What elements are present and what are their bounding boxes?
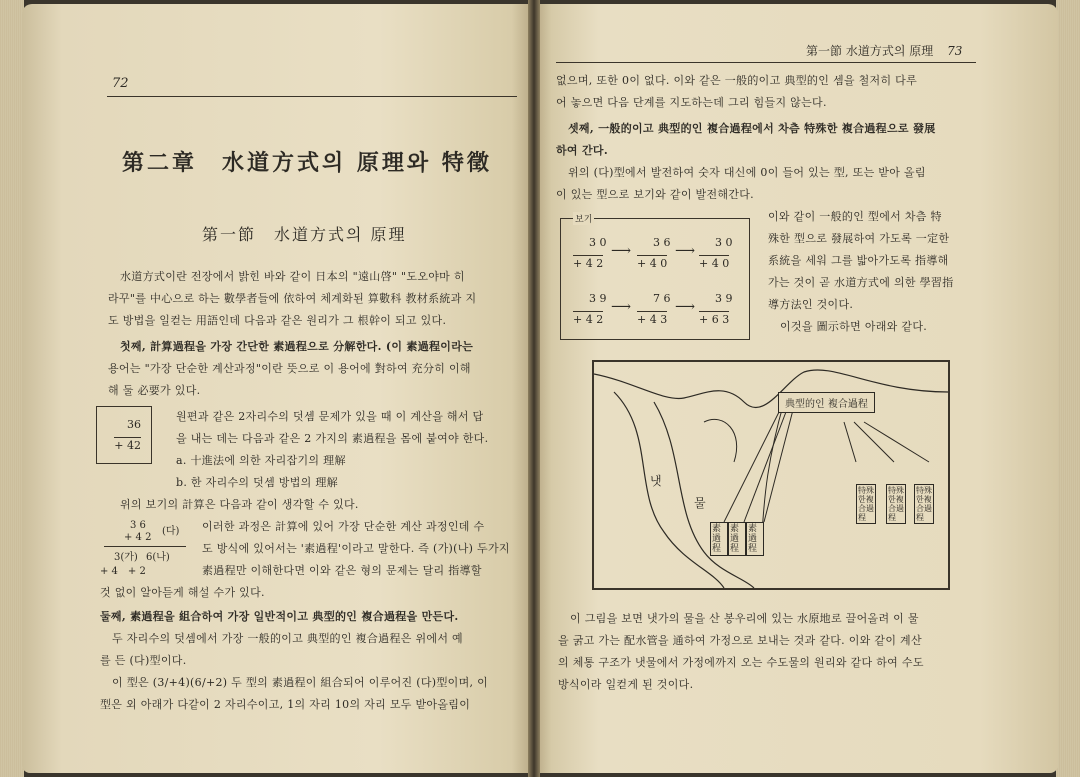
example-table-box — [560, 215, 750, 340]
ex-r2-c3-top: 3 9 — [715, 292, 733, 305]
left-page-number: 72 — [112, 76, 129, 91]
text-line: 어 놓으면 다음 단계를 지도하는데 그리 힘들지 않는다. — [556, 96, 827, 109]
example-top-number: 36 — [127, 418, 141, 431]
example-bottom-number: + 42 — [114, 439, 141, 452]
text-line: 을 내는 데는 다음과 같은 2 가지의 素過程을 몸에 붙여야 한다. — [176, 432, 489, 445]
house-label-2: 特殊한複合過程 — [888, 486, 904, 522]
source-label-3: 素過程 — [746, 522, 764, 556]
list-item: a. 十進法에 의한 자리잡기의 理解 — [176, 454, 346, 467]
running-header-title: 第一節 水道方式의 原理 — [806, 44, 934, 58]
ex-r1-c1-bottom: + 4 2 — [573, 257, 604, 270]
decomp-bottom-op: + 4 + 2 — [100, 566, 146, 577]
text-line: 셋째, 一般的이고 典型的인 複合過程에서 차츰 特殊한 複合過程으로 發展 — [568, 122, 936, 135]
decomp-rule — [104, 546, 186, 547]
source-label-2: 素過程 — [728, 522, 746, 556]
left-page-edges — [0, 0, 24, 777]
text-line: 系統을 세워 그를 밟아가도록 指導해 — [768, 254, 949, 267]
text-line: 이 그림을 보면 냇가의 물을 산 봉우리에 있는 水原地로 끌어올려 이 물 — [570, 612, 919, 625]
left-page — [22, 4, 532, 773]
arrow-icon: ⟶ — [675, 243, 696, 259]
house-label-1: 特殊한複合過程 — [858, 486, 874, 522]
diagram-drawing — [594, 362, 948, 588]
text-line: 을 굵고 가는 配水管을 通하여 가정으로 보내는 것과 같다. 이와 같이 계산 — [558, 634, 922, 647]
ex-r2-c3-bottom: + 6 3 — [699, 313, 730, 326]
ex-r2-c2-bottom: + 4 3 — [637, 313, 668, 326]
arrow-icon: ⟶ — [611, 299, 632, 315]
text-line: 둘째, 素過程을 組合하여 가장 일반적이고 典型的인 複合過程을 만든다. — [100, 610, 459, 623]
right-page-edges — [1056, 0, 1080, 777]
after-list-text — [108, 494, 359, 516]
example-side-text — [768, 206, 954, 338]
text-line: 방식이라 일컫게 된 것이다. — [558, 678, 694, 691]
arrow-icon: ⟶ — [611, 243, 632, 259]
source-label-1: 素過程 — [710, 522, 728, 556]
text-line: 도 방법을 일컫는 用語인데 다음과 같은 원리가 그 根幹이 되고 있다. — [108, 314, 447, 327]
text-line: 라꾸"를 中心으로 하는 數學者들에 依하여 체계화된 算數科 教材系統과 지 — [108, 292, 477, 305]
ex-r1-c2-bottom: + 4 0 — [637, 257, 668, 270]
chapter-title: 第二章 水道方式의 原理와 特徵 — [122, 150, 492, 176]
ex-r1-c3-bottom: + 4 0 — [699, 257, 730, 270]
left-header-rule — [107, 96, 517, 97]
text-line: 하여 간다. — [556, 144, 608, 157]
text-line: 型은 외 아래가 다같이 2 자리수이고, 1의 자리 10의 자리 모두 받아올림이 — [100, 698, 471, 711]
book-gutter — [528, 0, 540, 777]
decomp-after-text — [100, 582, 265, 604]
box-side-text — [176, 406, 488, 494]
text-line: 이와 같이 一般的인 型에서 차츰 特 — [768, 210, 942, 223]
text-line: 해 둘 必要가 있다. — [108, 384, 201, 397]
decomp-top-op: + 4 2 — [124, 532, 152, 543]
list-item: b. 한 자리수의 덧셈 방법의 理解 — [176, 476, 338, 489]
text-line: 이 型은 (3/+4)(6/+2) 두 型의 素過程이 組合되어 이루어진 (다)型이며, 이 — [112, 676, 489, 689]
closing-paragraph — [558, 608, 924, 696]
decomp-top-label: (다) — [162, 526, 180, 537]
first-principle-paragraph — [108, 336, 473, 402]
water-system-diagram — [592, 360, 950, 590]
text-line: 것 없이 알아듣게 해설 수가 있다. — [100, 586, 265, 599]
arrow-icon: ⟶ — [675, 299, 696, 315]
right-running-header — [806, 42, 962, 59]
decomp-side-text — [202, 516, 510, 582]
reservoir-label: 典型的인 複合過程 — [778, 392, 875, 413]
ex-r2-c2-top: 7 6 — [653, 292, 671, 305]
right-page — [536, 4, 1058, 773]
section-title: 第一節 水道方式의 原理 — [202, 225, 407, 244]
intro-paragraph — [108, 266, 476, 332]
ex-r2-c1-top: 3 9 — [589, 292, 607, 305]
decomp-label-a: 3(가) — [114, 552, 138, 563]
text-line: 가는 것이 곧 水道方式에 의한 學習指 — [768, 276, 954, 289]
text-line: 殊한 型으로 發展하여 가도록 一定한 — [768, 232, 950, 245]
text-line: 의 체통 구조가 냇물에서 가정에까지 오는 수도물의 원리와 같다 하여 수도 — [558, 656, 924, 669]
ex-r1-c3-top: 3 0 — [715, 236, 733, 249]
example-label: 보기 — [573, 212, 594, 225]
text-line: 이러한 과정은 計算에 있어 가장 단순한 계산 과정인데 수 — [202, 520, 485, 533]
text-line: 용어는 "가장 단순한 계산과정"이란 뜻으로 이 용어에 對하여 充分히 이해 — [108, 362, 471, 375]
continuation-paragraph — [556, 70, 917, 114]
text-line: 위의 (다)型에서 발전하여 숫자 대신에 0이 들어 있는 型, 또는 받아 올림 — [568, 166, 926, 179]
text-line: 위의 보기의 計算은 다음과 같이 생각할 수 있다. — [120, 498, 359, 511]
text-line: 이것을 圖示하면 아래와 같다. — [780, 320, 928, 333]
ex-r1-c1-top: 3 0 — [589, 236, 607, 249]
stream-label: 냇 — [650, 474, 662, 488]
text-line: 導方法인 것이다. — [768, 298, 854, 311]
house-label-3: 特殊한複合過程 — [916, 486, 932, 522]
decomp-label-b: 6(나) — [146, 552, 170, 563]
text-line: 첫째, 計算過程을 가장 간단한 素過程으로 分解한다. (이 素過程이라는 — [120, 340, 474, 353]
text-line: 두 자리수의 덧셈에서 가장 一般的이고 典型的인 複合過程은 위에서 예 — [112, 632, 463, 645]
ex-r2-c1-bottom: + 4 2 — [573, 313, 604, 326]
second-principle-paragraph — [100, 606, 488, 716]
example-box — [96, 406, 152, 464]
text-line: 를 든 (다)型이다. — [100, 654, 187, 667]
text-line: 水道方式이란 전장에서 밝힌 바와 같이 日本의 "遠山啓" "도오야마 히 — [120, 270, 465, 283]
right-header-rule — [556, 62, 976, 63]
stream-label-2: 물 — [694, 496, 706, 510]
text-line: 없으며, 또한 0이 없다. 이와 같은 一般的이고 典型的인 셈을 철저히 다루 — [556, 74, 918, 87]
third-principle-paragraph — [556, 118, 936, 206]
text-line: 素過程만 이해한다면 이와 같은 형의 문제는 달리 指導할 — [202, 564, 482, 577]
text-line: 원편과 같은 2자리수의 덧셈 문제가 있을 때 이 계산을 해서 답 — [176, 410, 484, 423]
text-line: 이 있는 型으로 보기와 같이 발전해간다. — [556, 188, 754, 201]
decomp-top: 3 6 — [130, 520, 146, 531]
ex-r1-c2-top: 3 6 — [653, 236, 671, 249]
text-line: 도 방식에 있어서는 '素過程'이라고 말한다. 즉 (가)(나) 두가지 — [202, 542, 510, 555]
right-page-number: 73 — [947, 44, 963, 58]
